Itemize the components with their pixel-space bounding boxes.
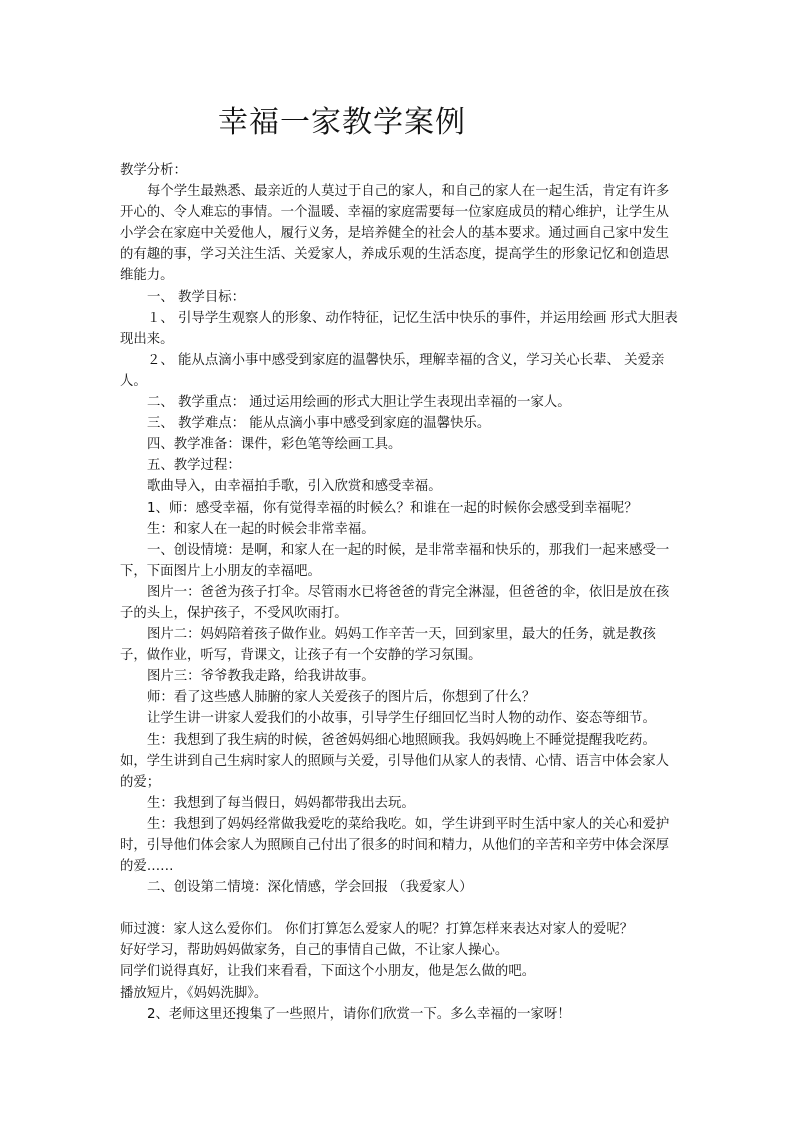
paragraph: 二、 教学重点： 通过运用绘画的形式大胆让学生表现出幸福的一家人。	[147, 395, 571, 411]
paragraph: 四、教学准备：课件，彩色笔等绘画工具。	[147, 437, 402, 453]
paragraph: 让学生讲一讲家人爱我们的小故事，引导学生仔细回忆当时人物的动作、姿态等细节。	[147, 711, 656, 727]
paragraph: 1、师：感受幸福，你有觉得幸福的时候么？和谁在一起的时候你会感受到幸福呢？	[147, 500, 638, 516]
paragraph: 图片二：妈妈陪着孩子做作业。妈妈工作辛苦一天，回到家里，最大的任务，就是教孩子，做作业，听写，背课文，让孩子有一个安静的学习氛围。	[120, 627, 656, 664]
paragraph: ２、 能从点滴小事中感受到家庭的温馨快乐，理解幸福的含义，学习关心长辈、 关爱亲人。	[120, 352, 665, 389]
paragraph: 一、创设情境：是啊，和家人在一起的时候，是非常幸福和快乐的，那我们一起来感受一下，下面图片上小朋友的幸福吧。	[120, 542, 670, 579]
paragraph: 图片三：爷爷教我走路，给我讲故事。	[147, 669, 375, 685]
paragraph: 师过渡：家人这么爱你们。 你们打算怎么爱家人的呢？打算怎样来表达对家人的爱呢？	[120, 922, 634, 938]
paragraph: 生：我想到了我生病的时候，爸爸妈妈细心地照顾我。我妈妈晚上不睡觉提醒我吃药。如，学生讲到自己生病时家人的照顾与关爱，引导他们从家人的表情、心情、语言中体会家人的爱；	[120, 732, 670, 790]
paragraph: 生：我想到了每当假日，妈妈都带我出去玩。	[147, 795, 415, 811]
paragraph: 二、创设第二情境：深化情感，学会回报 （我爱家人）	[147, 880, 473, 896]
paragraph: 同学们说得真好，让我们来看看，下面这个小朋友，他是怎么做的吧。	[120, 964, 536, 980]
paragraph: 播放短片，《妈妈洗脚》。	[120, 985, 268, 1001]
paragraph: 师：看了这些感人肺腑的家人关爱孩子的图片后，你想到了什么？	[147, 690, 536, 706]
blank-line	[120, 898, 680, 919]
paragraph: 歌曲导入，由幸福拍手歌，引入欣赏和感受幸福。	[147, 479, 442, 495]
paragraph: 好好学习，帮助妈妈做家务，自己的事情自己做，不让家人操心。	[120, 943, 509, 959]
document-title: 幸福一家教学案例	[218, 105, 466, 140]
paragraph: 2、老师这里还搜集了一些照片，请你们欣赏一下。多么幸福的一家呀！	[147, 1006, 571, 1022]
paragraph: 三、 教学难点： 能从点滴小事中感受到家庭的温馨快乐。	[147, 416, 491, 432]
paragraph: １、 引导学生观察人的形象、动作特征，记忆生活中快乐的事件，并运用绘画 形式大胆表现出来。	[120, 310, 678, 347]
paragraph: 五、教学过程：	[147, 458, 241, 474]
paragraph: 每个学生最熟悉、最亲近的人莫过于自己的家人，和自己的家人在一起生活，肯定有许多开心的、令人难忘的事情。一个温暖、幸福的家庭需要每一位家庭成员的精心维护，让学生从小学会在家庭中关爱他人，履行义务，是培养健全的社会人的基本要求。通过画自己家中发生的有趣的事，学习关注生活、关爱家人，养成乐观的生活态度，提高学生的形象记忆和创造思维能力。	[120, 184, 670, 284]
paragraph: 生：我想到了妈妈经常做我爱吃的菜给我吃。如，学生讲到平时生活中家人的关心和爱护时，引导他们体会家人为照顾自己付出了很多的时间和精力，从他们的辛苦和辛劳中体会深厚的爱……	[120, 816, 670, 875]
paragraph: 教学分析：	[120, 163, 187, 178]
paragraph: 一、 教学目标：	[147, 289, 245, 305]
paragraph: 生：和家人在一起的时候会非常幸福。	[147, 521, 375, 537]
paragraph: 图片一：爸爸为孩子打伞。尽管雨水已将爸爸的背完全淋湿，但爸爸的伞，依旧是放在孩子的头上，保护孩子，不受风吹雨打。	[120, 584, 670, 621]
document-body	[120, 160, 680, 1025]
